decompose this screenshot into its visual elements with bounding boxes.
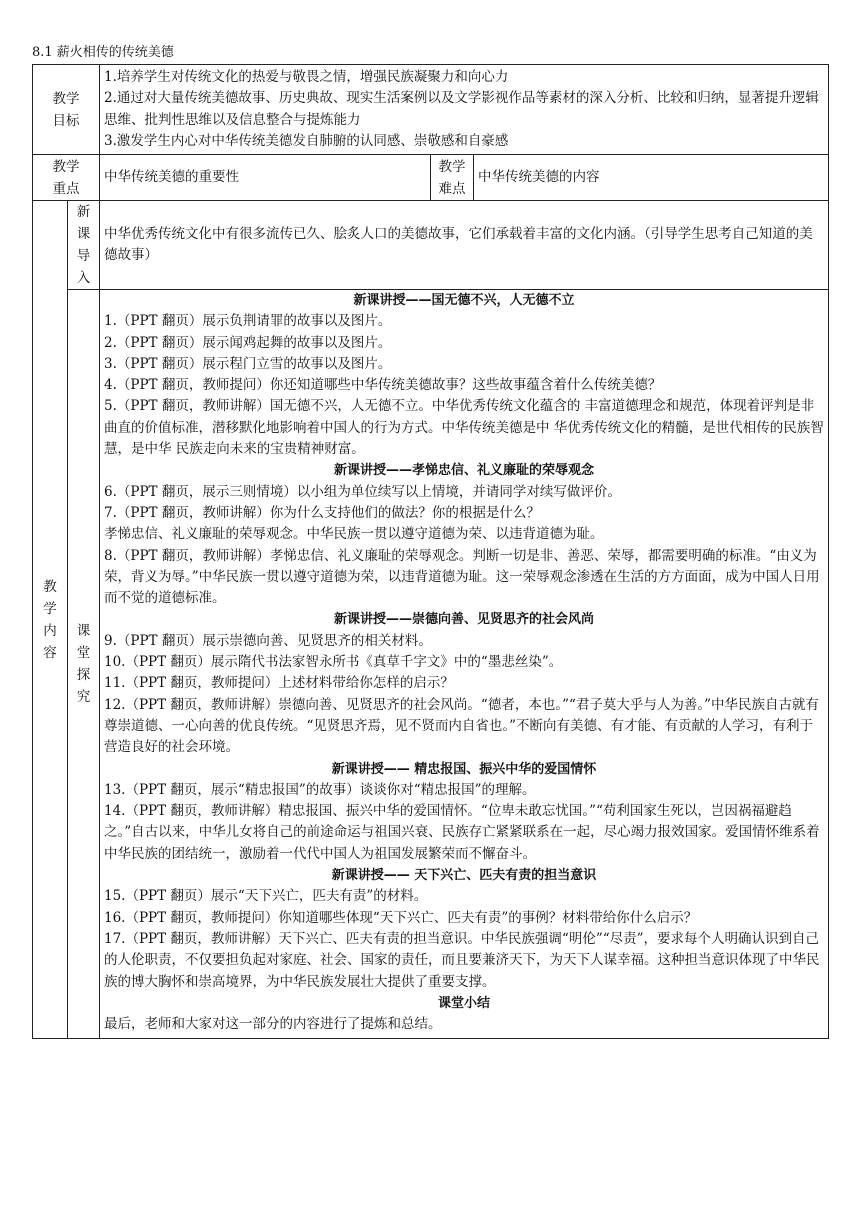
intro-row: [33, 201, 829, 290]
key-points-label: 教学重点: [33, 155, 100, 201]
key-points-value: 中华传统美德的重要性: [100, 155, 431, 201]
section-heading: 新课讲授——崇德向善、见贤思齐的社会风尚: [334, 612, 595, 628]
paragraph: 4.（PPT 翻页，教师提问）你还知道哪些中华传统美德故事？这些故事蕴含着什么传统美德？: [104, 377, 662, 394]
lesson-plan-table: [32, 64, 829, 1039]
document-title: 8.1 薪火相传的传统美德: [32, 45, 174, 60]
paragraph: 16.（PPT 翻页，教师提问）你知道哪些体现“天下兴亡、匹夫有责”的事例？材料带给你什么启示？: [104, 909, 698, 926]
paragraph: 14.（PPT 翻页，教师讲解）精忠报国、振兴中华的爱国情怀。“位卑未敢忘忧国。”“苟利国家生死以，岂因祸福避趋之。”自古以来，中华儿女将自己的前途命运与祖国兴衰、民族存亡紧紧联系在一起，尽心竭力报效国家。爱国情怀维系着中华民族的团结统一，激励着一代代中国人为祖国发展繁荣而不懈奋斗。: [104, 803, 820, 862]
paragraph: 2.（PPT 翻页）展示闻鸡起舞的故事以及图片。: [104, 334, 392, 351]
paragraph: 8.（PPT 翻页，教师讲解）孝悌忠信、礼义廉耻的荣辱观念。判断一切是非、善恶、荣辱，都需要明确的标准。“由义为荣，背义为辱。”中华民族一贯以遵守道德为荣，以违背道德为耻。这一荣辱观念渗透在生活的方方面面，成为中国人日用而不觉的道德标准。: [104, 547, 820, 607]
paragraph: 9.（PPT 翻页）展示崇德向善、见贤思齐的相关材料。: [104, 632, 432, 649]
paragraph: 7.（PPT 翻页，教师讲解）你为什么支持他们的做法？你的根据是什么？: [104, 504, 540, 521]
goals-content: [100, 65, 829, 155]
section-heading: 新课讲授—— 精忠报国、振兴中华的爱国情怀: [331, 761, 597, 777]
paragraph: 17.（PPT 翻页，教师讲解）天下兴亡、匹夫有责的担当意识。中华民族强调“明伦”“尽责”，要求每个人明确认识到自己的人伦职责，不仅要担负起对家庭、社会、国家的责任，而且要兼济天下，为天下人谋幸福。这种担当意识体现了中华民族的博大胸怀和崇高境界，为中华民族发展壮大提供了重要支撑。: [104, 930, 820, 990]
intro-label: 新课导入: [68, 201, 100, 290]
paragraph: 12.（PPT 翻页，教师讲解）崇德向善、见贤思齐的社会风尚。“德者，本也。”“君子莫大乎与人为善。”中华民族自古就有尊崇道德、一心向善的优良传统。“见贤思齐焉，见不贤而内自省也。”不断向有美德、有才能、有贡献的人学习，有利于营造良好的社会环境。: [104, 696, 820, 756]
key-points-row: [33, 155, 829, 201]
paragraph: 3.（PPT 翻页）展示程门立雪的故事以及图片。: [104, 355, 392, 372]
content-label: 教学内容: [33, 201, 68, 1039]
goal-item: 2.通过对大量传统美德故事、历史典故、现实生活案例以及文学影视作品等素材的深入分析、比较和归纳，显著提升逻辑思维、批判性思维以及信息整合与提炼能力: [104, 90, 819, 128]
paragraph: 5.（PPT 翻页，教师讲解）国无德不兴，人无德不立。中华优秀传统文化蕴含的 丰富道德理念和规范，体现着评判是非曲直的价值标准，潜移默化地影响着中国人的行为方式。中华传统美德是中 华优秀传统文化的精髓，是世代相传的民族智慧，是中华 民族走向未来的宝贵精神财富。: [104, 398, 824, 458]
section-heading: 新课讲授——孝悌忠信、礼义廉耻的荣辱观念: [334, 463, 595, 479]
explore-content: [100, 290, 829, 1039]
paragraph: 11.（PPT 翻页，教师提问）上述材料带给你怎样的启示？: [104, 675, 454, 692]
intro-text: 中华优秀传统文化中有很多流传已久、脍炙人口的美德故事，它们承载着丰富的文化内涵。（引导学生思考自己知道的美德故事）: [100, 201, 829, 290]
paragraph: 15.（PPT 翻页）展示“天下兴亡，匹夫有责”的材料。: [104, 888, 428, 905]
paragraph: 孝悌忠信、礼义廉耻的荣辱观念。中华民族一贯以遵守道德为荣、以违背道德为耻。: [104, 526, 604, 543]
difficulty-value: 中华传统美德的内容: [474, 155, 829, 201]
goal-item: 1.培养学生对传统文化的热爱与敬畏之情，增强民族凝聚力和向心力: [104, 68, 509, 85]
section-heading: 新课讲授—— 天下兴亡、匹夫有责的担当意识: [331, 868, 597, 884]
paragraph: 13.（PPT 翻页，展示“精忠报国”的故事）谈谈你对“精忠报国”的理解。: [104, 781, 536, 798]
paragraph: 1.（PPT 翻页）展示负荆请罪的故事以及图片。: [104, 313, 392, 330]
summary-heading: 课堂小结: [438, 995, 491, 1011]
goal-item: 3.激发学生内心对中华传统美德发自肺腑的认同感、崇敬感和自豪感: [104, 133, 509, 149]
section-heading: 新课讲授——国无德不兴，人无德不立: [353, 293, 575, 308]
goals-row: [33, 65, 829, 155]
explore-label: 课堂探究: [68, 290, 100, 1039]
explore-row: [33, 290, 829, 1039]
paragraph: 6.（PPT 翻页，展示三则情境）以小组为单位续写以上情境，并请同学对续写做评价。: [104, 483, 621, 500]
paragraph: 最后，老师和大家对这一部分的内容进行了提炼和总结。: [104, 1016, 442, 1033]
goals-label: 教学目标: [33, 65, 100, 155]
paragraph: 10.（PPT 翻页）展示隋代书法家智永所书《真草千字文》中的“墨悲丝染”。: [104, 654, 563, 671]
difficulty-label: 教学难点: [431, 155, 474, 201]
